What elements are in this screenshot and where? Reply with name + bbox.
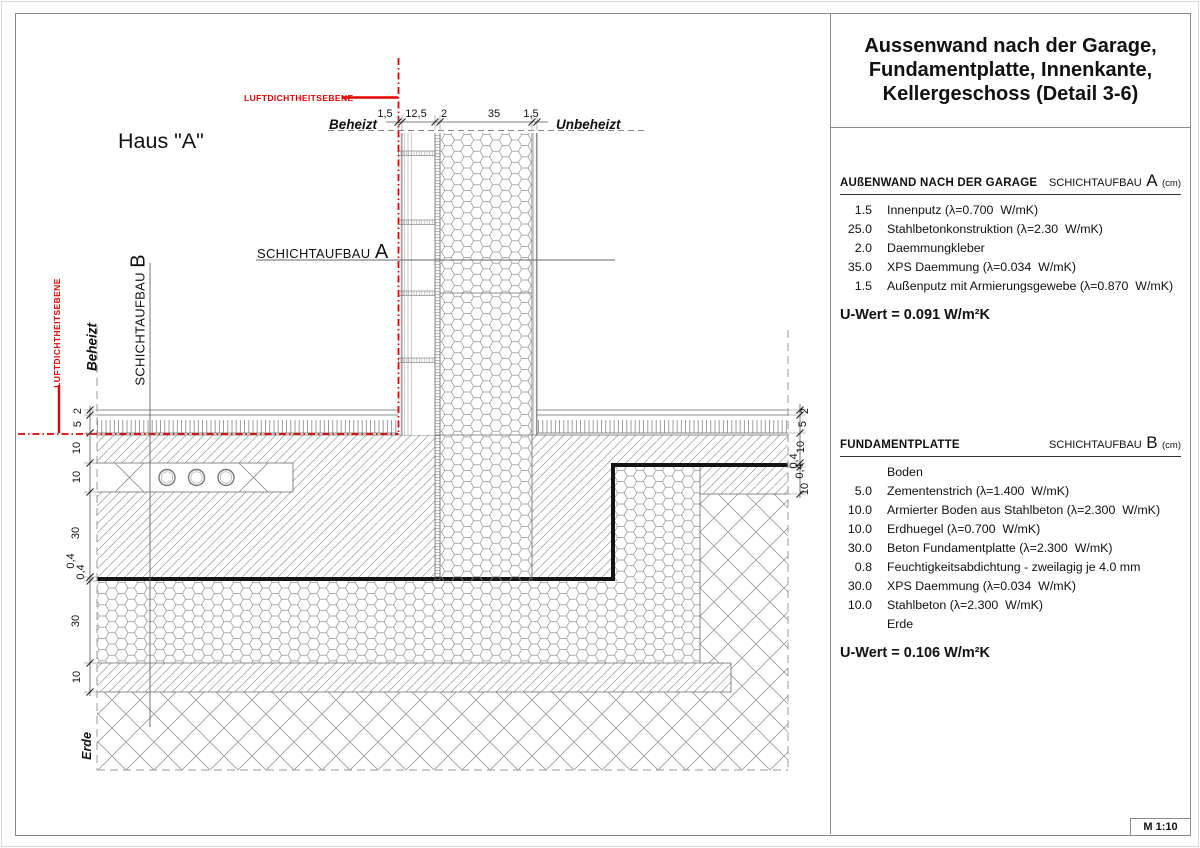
layer-description: Feuchtigkeitsabdichtung - zweilagig je 4.0 mm <box>887 560 1141 574</box>
title-line-1: Aussenwand nach der Garage, <box>864 35 1157 57</box>
layer-thickness: 10.0 <box>847 522 872 536</box>
scale-label: M 1:10 <box>1143 821 1178 833</box>
dim-label: 10 <box>799 482 811 496</box>
dim-label: 0,4 <box>65 553 77 569</box>
dim-label: 30 <box>70 614 82 628</box>
schichtaufbau-b-heading: SCHICHTAUFBAU B (cm) <box>1049 433 1181 452</box>
layer-row <box>840 463 1181 482</box>
layer-description: Außenputz mit Armierungsgewebe (λ=0.870 W/mK) <box>887 279 1174 293</box>
layer-list-b <box>840 463 1181 634</box>
layer-description: Stahlbetonkonstruktion (λ=2.30 W/mK) <box>887 222 1103 236</box>
dim-label: 35 <box>487 108 501 120</box>
beheizt-label-vertical: Beheizt <box>84 322 100 372</box>
u-value-b: U-Wert = 0.106 W/m²K <box>840 645 991 661</box>
layer-row <box>840 501 1181 520</box>
layer-list-a <box>840 201 1181 296</box>
schichtaufbau-b-label <box>128 254 151 385</box>
dim-label: 5 <box>797 420 809 428</box>
layer-description: Erde <box>887 617 914 631</box>
layer-row <box>840 558 1181 577</box>
layer-thickness: 10.0 <box>847 503 872 517</box>
dimension-chain-left <box>84 406 98 696</box>
erde-label: Erde <box>80 732 94 760</box>
section-fundamentplatte <box>840 433 1181 661</box>
layer-thickness <box>840 463 872 482</box>
layer-row <box>840 201 1181 220</box>
layer-description: Armierter Boden aus Stahlbeton (λ=2.300 W/mK) <box>887 503 1161 517</box>
dim-label: 10 <box>795 440 807 454</box>
schichtaufbau-b-text: SCHICHTAUFBAU <box>132 272 148 386</box>
layer-description: Stahlbeton (λ=2.300 W/mK) <box>887 598 1043 612</box>
layer-description: XPS Daemmung (λ=0.034 W/mK) <box>887 579 1077 593</box>
luftdichtheitsebene-label-top: LUFTDICHTHEITSEBENE <box>244 93 354 103</box>
layer-row <box>840 520 1181 539</box>
layer-thickness: 5.0 <box>854 484 872 498</box>
layer-description: Zementenstrich (λ=1.400 W/mK) <box>887 484 1070 498</box>
dim-label: 30 <box>70 526 82 540</box>
dim-label: 2 <box>440 108 448 120</box>
dim-label: 10 <box>71 441 83 455</box>
layer-row <box>840 220 1181 239</box>
dim-label: 0,4 <box>794 463 806 479</box>
unbeheizt-label: Unbeheizt <box>556 117 621 132</box>
layer-thickness: 1.5 <box>854 279 872 293</box>
layer-description: Erdhuegel (λ=0.700 W/mK) <box>887 522 1041 536</box>
floor-duct-box <box>97 463 293 492</box>
schichtaufbau-a-label <box>257 241 388 264</box>
dim-label: 0,4 <box>788 453 800 469</box>
layer-description: Beton Fundamentplatte (λ=2.300 W/mK) <box>887 541 1113 555</box>
layer-description: Boden <box>887 465 923 479</box>
layer-row <box>840 577 1181 596</box>
layer-description: XPS Daemmung (λ=0.034 W/mK) <box>887 260 1077 274</box>
layer-thickness: 10.0 <box>847 598 872 612</box>
dim-label: 10 <box>71 470 83 484</box>
layer-row <box>840 596 1181 615</box>
beheizt-label: Beheizt <box>329 117 378 132</box>
layer-row <box>840 482 1181 501</box>
schichtaufbau-a-letter: A <box>374 241 389 263</box>
dim-label: 5 <box>72 420 84 428</box>
layer-thickness: 30.0 <box>847 541 872 555</box>
title-line-3: Kellergeschoss (Detail 3-6) <box>882 83 1139 105</box>
layer-row <box>840 277 1181 296</box>
section-heading: FUNDAMENTPLATTE <box>840 439 960 451</box>
info-panel <box>830 13 1190 834</box>
layer-thickness: 1.5 <box>854 203 872 217</box>
layer-thickness: 35.0 <box>847 260 872 274</box>
layer-description: Daemmungkleber <box>887 241 985 255</box>
dim-label: 2 <box>799 407 811 415</box>
title-line-2: Fundamentplatte, Innenkante, <box>868 59 1153 81</box>
layer-row <box>840 258 1181 277</box>
schichtaufbau-b-letter: B <box>127 254 150 268</box>
dim-label: 0,4 <box>75 564 87 580</box>
layer-row <box>840 239 1181 258</box>
section-aussenwand-header <box>840 171 1181 195</box>
layer-row <box>840 539 1181 558</box>
drawing-title <box>831 13 1190 128</box>
layer-thickness: 2.0 <box>854 241 872 255</box>
dim-label: 1,5 <box>523 108 539 120</box>
section-heading: AUßENWAND NACH DER GARAGE <box>840 177 1038 189</box>
layer-description: Innenputz (λ=0.700 W/mK) <box>887 203 1039 217</box>
layer-thickness: 0.8 <box>854 560 872 574</box>
scale-box <box>1130 818 1191 836</box>
layer-thickness <box>840 615 872 634</box>
dim-label: 1,5 <box>377 108 393 120</box>
section-fundamentplatte-header <box>840 433 1181 457</box>
dim-label: 12,5 <box>405 108 427 120</box>
section-aussenwand <box>840 171 1181 323</box>
dim-label: 2 <box>72 407 84 415</box>
luftdichtheitsebene-label-left: LUFTDICHTHEITSEBENE <box>52 278 62 388</box>
schichtaufbau-a-heading: SCHICHTAUFBAU A (cm) <box>1049 171 1181 190</box>
layer-thickness: 25.0 <box>847 222 872 236</box>
schichtaufbau-a-text: SCHICHTAUFBAU <box>257 246 371 261</box>
dim-label: 10 <box>71 670 83 684</box>
u-value-a: U-Wert = 0.091 W/m²K <box>840 307 991 323</box>
haus-a-label: Haus "A" <box>118 129 204 153</box>
layer-row <box>840 615 1181 634</box>
layer-thickness: 30.0 <box>847 579 872 593</box>
